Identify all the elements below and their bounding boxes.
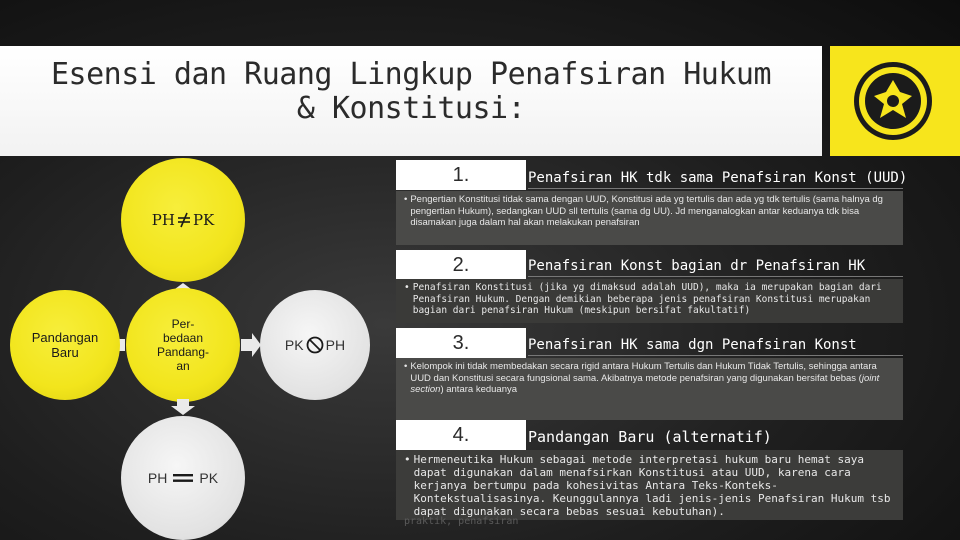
- no-sign-icon: [306, 336, 324, 354]
- arrow-down-icon: [170, 398, 196, 416]
- item-3-description: [410, 361, 893, 396]
- item-3-number: 3.: [452, 331, 470, 354]
- item-4-description-box: [396, 450, 903, 520]
- item-4-overflow-text: praktik, penafsiran: [404, 516, 519, 527]
- circle-mid-line1: Per-: [171, 317, 195, 331]
- item-3-number-box: [396, 328, 526, 358]
- circle-pk-subset-ph: [260, 290, 370, 400]
- item-2-bullet: •: [404, 282, 410, 293]
- item-3-text-before: Kelompok ini tidak membedakan secara rigid antara Hukum Tertulis dan Hukum Tidak Tertulis, sehingga antara UUD dan Konstitusi secara fungsional sama. Akibatnya metode penafsiran yang digunakan bersifat bebas (: [410, 361, 877, 384]
- slide-title: [0, 58, 822, 126]
- circle-right-left-label: PK: [284, 337, 304, 353]
- item-4-number-box: [396, 420, 526, 450]
- item-2-description-box: [396, 279, 903, 323]
- item-3-divider: [528, 355, 903, 356]
- university-logo-icon: [852, 58, 934, 144]
- equal-icon: [173, 473, 193, 483]
- item-3-text-after: ) antara keduanya: [440, 384, 518, 395]
- circle-bottom-right-label: PK: [199, 470, 219, 486]
- item-1-description: Pengertian Konstitusi tidak sama dengan UUD, Konstitusi ada yg tertulis dan ada yg tdk tertulis (sama halnya dg pengertian Hukum), sedangkan UUD sll tertulis (sama dg UU). Jd menganalogkan antar keduanya tdk bisa disamakan juga dalam hal akan melakukan penafsiran: [410, 194, 883, 228]
- item-2-description: Penafsiran Konstitusi (jika yg dimaksud adalah UUD), maka ia merupakan bagian dari Penafsiran Hukum. Dengan demikian beberapa jenis penafsiran Konstitusi merupakan bagian dari penafsiran Hukum (meskipun bersifat fakultatif): [412, 282, 882, 316]
- item-3-bullet: •: [404, 361, 408, 372]
- circle-left-line1: Pandangan: [31, 330, 99, 345]
- circle-mid-line4: an: [176, 359, 190, 373]
- slide-title-line1: Esensi dan Ruang Lingkup Penafsiran Hukum: [50, 57, 772, 92]
- circle-right-right-label: PH: [325, 337, 346, 353]
- item-4-heading: Pandangan Baru (alternatif): [528, 428, 772, 446]
- circle-left-line2: Baru: [51, 345, 79, 360]
- item-3-heading: Penafsiran HK sama dgn Penafsiran Konst: [528, 337, 857, 353]
- item-4-number: 4.: [452, 423, 470, 446]
- item-3-description-box: [396, 358, 903, 420]
- not-equal-icon: [177, 212, 191, 228]
- item-1-number: 1.: [452, 163, 470, 186]
- item-1-number-box: [396, 160, 526, 190]
- circle-mid-line3: Pandang-: [156, 345, 210, 359]
- item-1-divider: [528, 188, 903, 189]
- circle-bottom-left-label: PH: [147, 470, 168, 486]
- item-4-bullet: •: [404, 453, 411, 466]
- item-2-number: 2.: [452, 253, 470, 276]
- item-4-description: Hermeneutika Hukum sebagai metode interpretasi hukum baru hemat saya dapat digunakan dalam menafsirkan Konstitusi atau UUD, karena cara kerjanya bertumpu pada kohesivitas Antara Teks-Konteks-Kontekstualisasinya. Keunggulannya ladi jenis-jenis Penafsiran Hukum tsb dapat digunakan secara bebas sesuai kebutuhan).: [413, 453, 891, 518]
- circle-top-right-label: PK: [192, 211, 215, 229]
- item-2-heading: Penafsiran Konst bagian dr Penafsiran HK: [528, 258, 866, 274]
- circle-ph-equal-pk: [121, 416, 245, 540]
- circle-ph-not-equal-pk: [121, 158, 245, 282]
- item-1-description-box: [396, 191, 903, 245]
- slide-title-line2: & Konstitusi:: [296, 91, 526, 126]
- item-1-heading: Penafsiran HK tdk sama Penafsiran Konst (UUD): [528, 170, 908, 186]
- circle-perbedaan-pandangan: [126, 288, 240, 402]
- item-3-text-italic: joint section: [410, 372, 880, 395]
- item-1-bullet: •: [404, 194, 408, 205]
- circle-pandangan-baru: [10, 290, 120, 400]
- circle-top-left-label: PH: [151, 211, 175, 229]
- arrow-right-icon: [240, 332, 262, 358]
- circle-mid-line2: bedaan: [162, 331, 204, 345]
- item-2-number-box: [396, 250, 526, 280]
- item-2-divider: [528, 276, 903, 277]
